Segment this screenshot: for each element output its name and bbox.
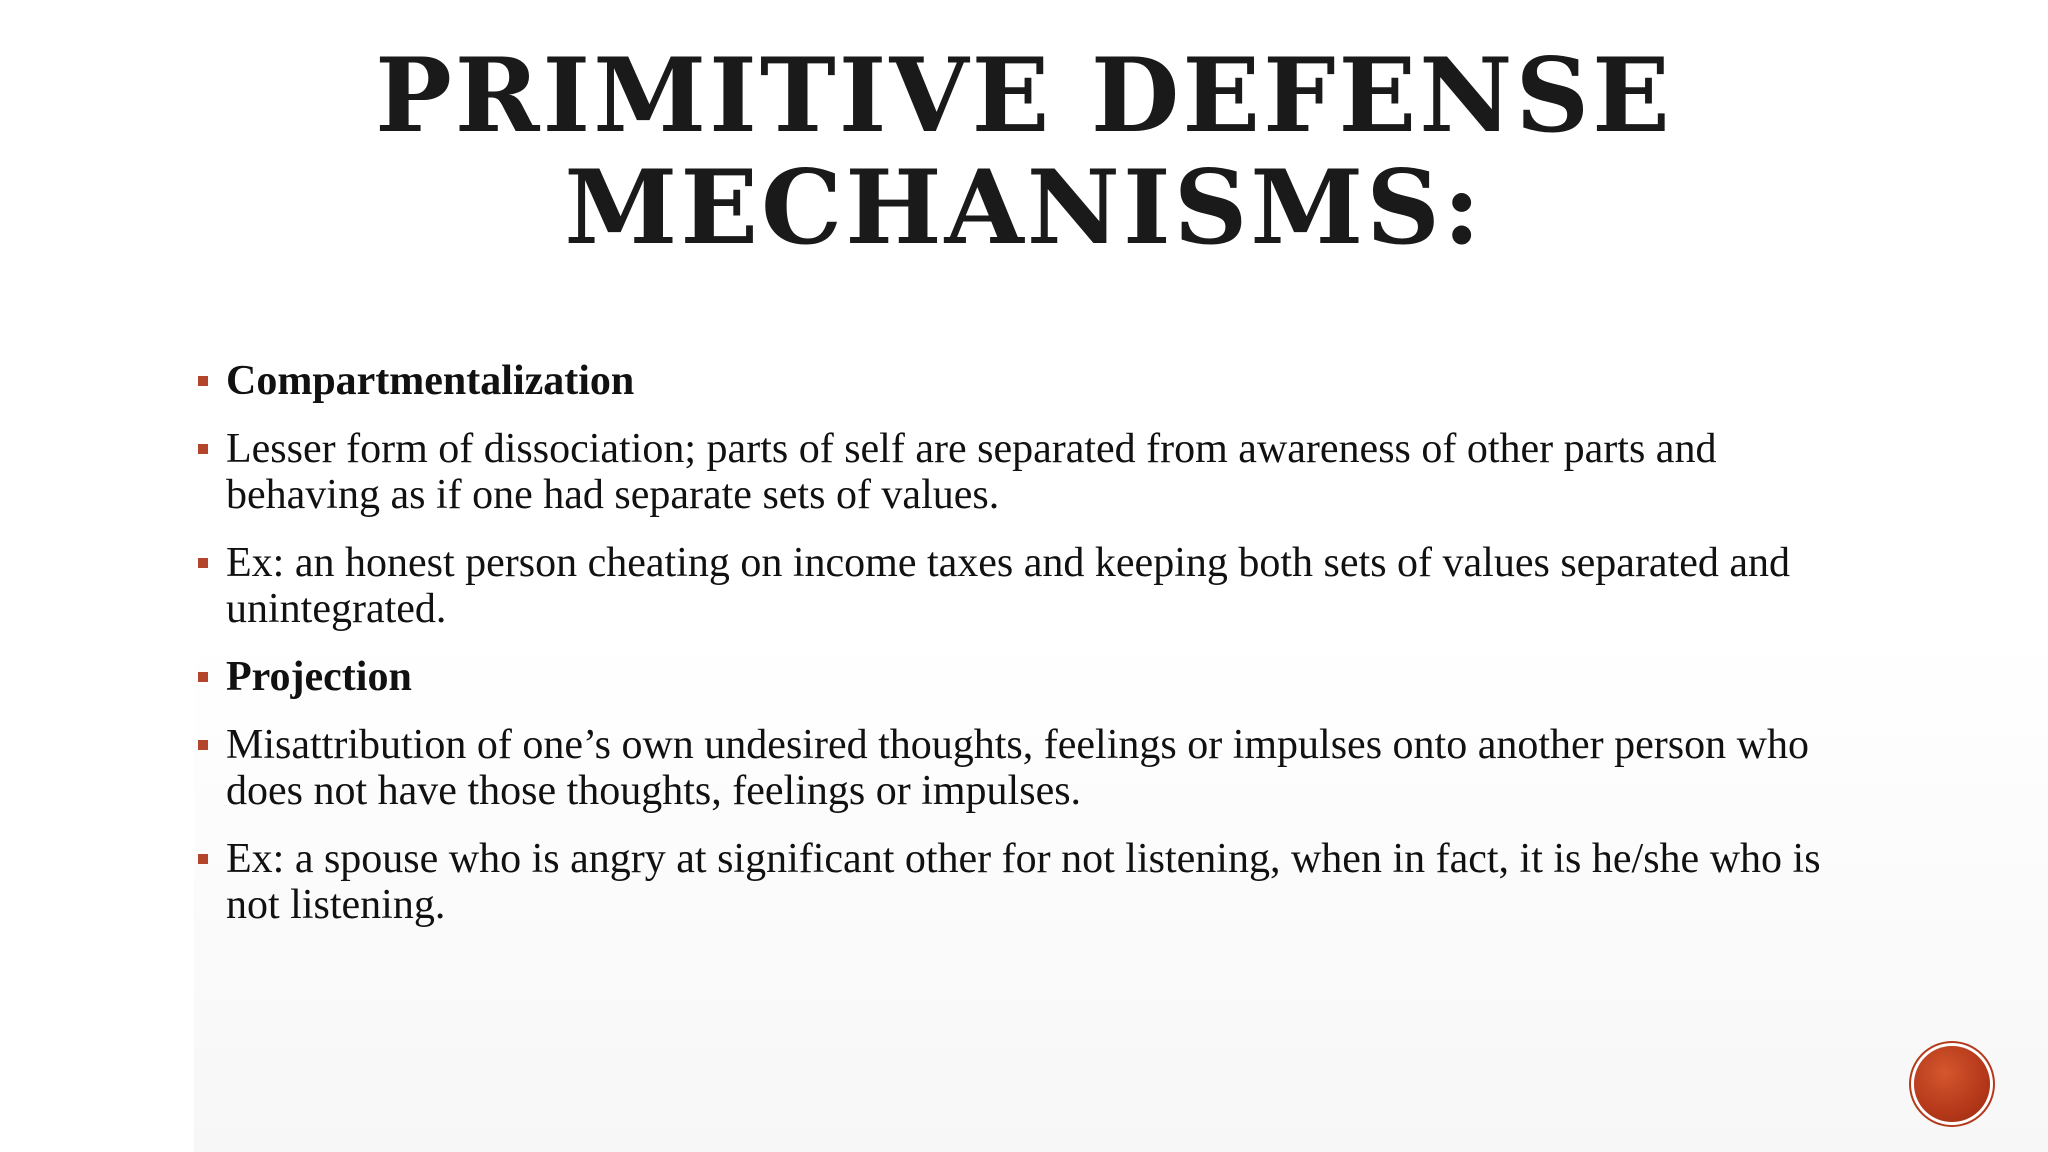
bullet-item-projection xyxy=(194,654,1874,700)
square-bullet-icon xyxy=(198,558,208,568)
bullet-text: Projection xyxy=(226,654,412,700)
bullet-item-compartmentalization-example xyxy=(194,540,1874,632)
bullet-text: Ex: a spouse who is angry at significant other for not listening, when in fact, it is he/she who is not listening. xyxy=(226,836,1821,928)
title-line-2: MECHANISMS: xyxy=(564,148,1484,268)
bullet-item-projection-example xyxy=(194,836,1874,928)
bullet-item-compartmentalization-definition xyxy=(194,426,1874,518)
bullet-text: Compartmentalization xyxy=(226,358,635,404)
bullet-item-compartmentalization xyxy=(194,358,1874,404)
square-bullet-icon xyxy=(198,854,208,864)
square-bullet-icon xyxy=(198,444,208,454)
bullet-text: Ex: an honest person cheating on income taxes and keeping both sets of values separated and unintegrated. xyxy=(226,540,1791,632)
title-line-1: PRIMITIVE DEFENSE xyxy=(375,36,1673,156)
square-bullet-icon xyxy=(198,740,208,750)
bullet-text: Lesser form of dissociation; parts of self are separated from awareness of other parts and behaving as if one had separate sets of values. xyxy=(226,426,1717,518)
square-bullet-icon xyxy=(198,376,208,386)
slide-nav-button[interactable] xyxy=(1914,1046,1990,1122)
left-margin-strip xyxy=(0,0,194,1152)
bullet-list xyxy=(194,358,1874,950)
square-bullet-icon xyxy=(198,672,208,682)
bullet-item-projection-definition xyxy=(194,722,1874,814)
bullet-text: Misattribution of one’s own undesired thoughts, feelings or impulses onto another person who does not have those thoughts, feelings or impulses. xyxy=(226,722,1809,814)
slide-title xyxy=(194,36,1854,268)
